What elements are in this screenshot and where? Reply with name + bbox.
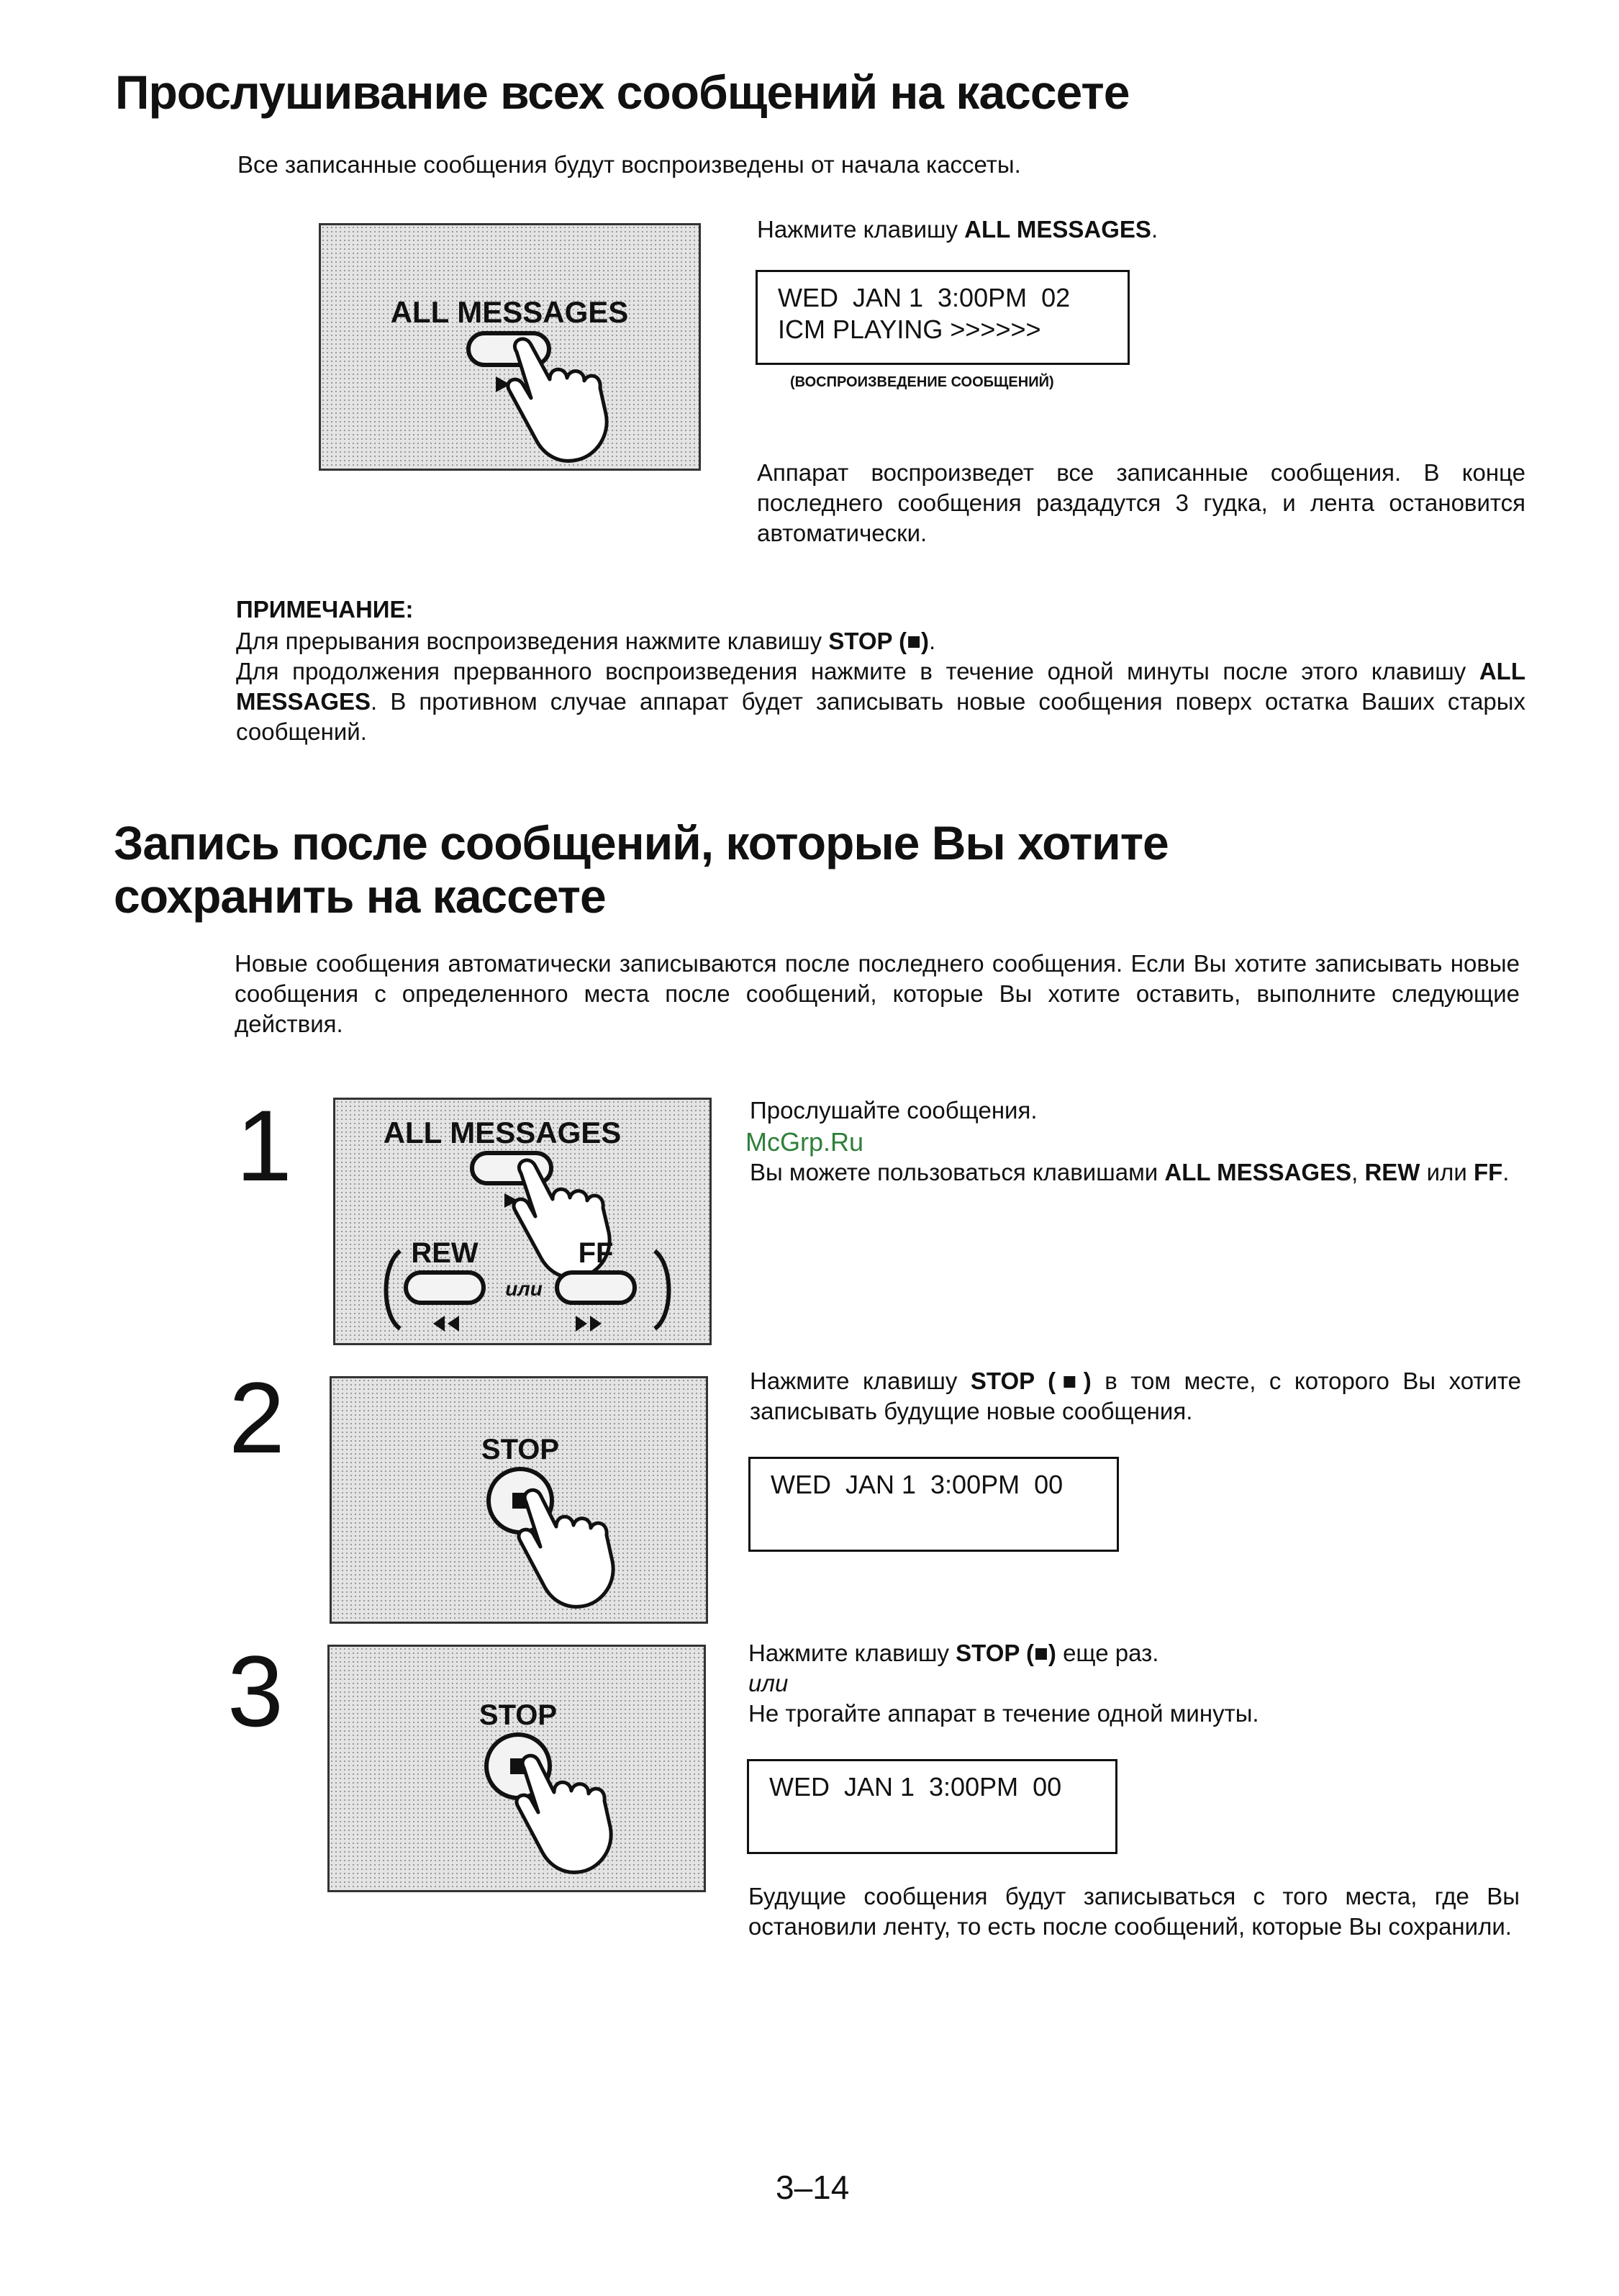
section2-intro: Новые сообщения автоматически записываются после последнего сообщения. Если Вы хотите записывать новые сообщения с определенного места после сообщений, которые Вы хотите оставить, выполните следующие действия. bbox=[235, 950, 1520, 1037]
section1-result: Аппарат воспроизведет все записанные сообщения. В конце последнего сообщения раздадутся 3 гудка, и лента остановится автоматически. bbox=[757, 459, 1525, 546]
lcd-line-2: ICM PLAYING >>>>>> bbox=[778, 315, 1041, 344]
fast-forward-icon bbox=[576, 1316, 587, 1332]
all-messages-key-illustration bbox=[319, 223, 701, 471]
rew-label: REW bbox=[411, 1237, 479, 1269]
step1-all-messages-label: ALL MESSAGES bbox=[383, 1116, 622, 1149]
watermark: McGrp.Ru bbox=[745, 1127, 864, 1157]
step-2-number: 2 bbox=[229, 1361, 285, 1474]
step-3-result: Будущие сообщения будут записываться с того места, где Вы остановили ленту, то есть после сообщений, которые Вы сохранили. bbox=[748, 1883, 1520, 1940]
step-3-or: или bbox=[748, 1670, 789, 1696]
lcd-caption: (ВОСПРОИЗВЕДЕНИЕ СООБЩЕНИЙ) bbox=[790, 374, 1054, 390]
section1-intro: Все записанные сообщения будут воспроизведены от начала кассеты. bbox=[237, 151, 1021, 178]
note-heading: ПРИМЕЧАНИЕ: bbox=[236, 596, 414, 623]
step-1-text-2: Вы можете пользоваться клавишами ALL MESSAGES, REW или FF. bbox=[750, 1159, 1510, 1185]
stop-label: STOP bbox=[479, 1699, 558, 1731]
stop-label: STOP bbox=[481, 1434, 560, 1465]
lcd-line-1: WED JAN 1 3:00PM 00 bbox=[769, 1772, 1062, 1802]
step-3-text-alt: Не трогайте аппарат в течение одной минуты. bbox=[748, 1700, 1259, 1727]
rew-key-icon bbox=[406, 1273, 484, 1303]
hand-pointer-icon bbox=[519, 1490, 613, 1606]
hand-pointer-icon bbox=[517, 1755, 611, 1872]
step-1-text-1: Прослушайте сообщения. bbox=[750, 1097, 1038, 1124]
note-line-1: Для прерывания воспроизведения нажмите клавишу STOP (■). bbox=[236, 628, 936, 654]
step-1-keys-illustration bbox=[333, 1098, 712, 1345]
lcd-line-1: WED JAN 1 3:00PM 02 bbox=[778, 283, 1071, 312]
page-number: 3–14 bbox=[776, 2169, 850, 2206]
lcd-line-1: WED JAN 1 3:00PM 00 bbox=[771, 1470, 1064, 1499]
step-2-stop-key-illustration bbox=[330, 1376, 708, 1624]
or-label: или bbox=[505, 1278, 543, 1300]
panel-key-label: ALL MESSAGES bbox=[390, 295, 629, 329]
rewind-icon bbox=[433, 1316, 445, 1332]
left-bracket-icon bbox=[386, 1251, 401, 1329]
section1-title: Прослушивание всех сообщений на кассете bbox=[115, 65, 1130, 119]
lcd-display-stopped bbox=[748, 1457, 1119, 1552]
lcd-display-stopped-2 bbox=[747, 1759, 1117, 1854]
ff-label: FF bbox=[578, 1237, 614, 1269]
section2-title-line1: Запись после сообщений, которые Вы хотите bbox=[114, 816, 1169, 869]
step-3-number: 3 bbox=[227, 1635, 284, 1748]
section1-instruction: Нажмите клавишу ALL MESSAGES. bbox=[757, 216, 1158, 243]
note-line-2: Для продолжения прерванного воспроизведения нажмите в течение одной минуты после этого клавишу ALL MESSAGES. В противном случае аппарат будет записывать новые сообщения поверх остатка Ваших старых сообщений. bbox=[236, 658, 1525, 745]
step-2-text: Нажмите клавишу STOP (■) в том месте, с которого Вы хотите записывать будущие новые сообщения. bbox=[750, 1368, 1522, 1424]
lcd-display-playing bbox=[756, 270, 1130, 365]
right-bracket-icon bbox=[655, 1251, 669, 1329]
section2-title-line2: сохранить на кассете bbox=[114, 869, 606, 923]
step-3-stop-key-illustration bbox=[327, 1645, 706, 1892]
ff-key-icon bbox=[557, 1273, 635, 1303]
step-3-text: Нажмите клавишу STOP (■) еще раз. bbox=[748, 1640, 1159, 1666]
hand-pointer-icon bbox=[508, 339, 607, 461]
step-1-number: 1 bbox=[236, 1089, 292, 1202]
